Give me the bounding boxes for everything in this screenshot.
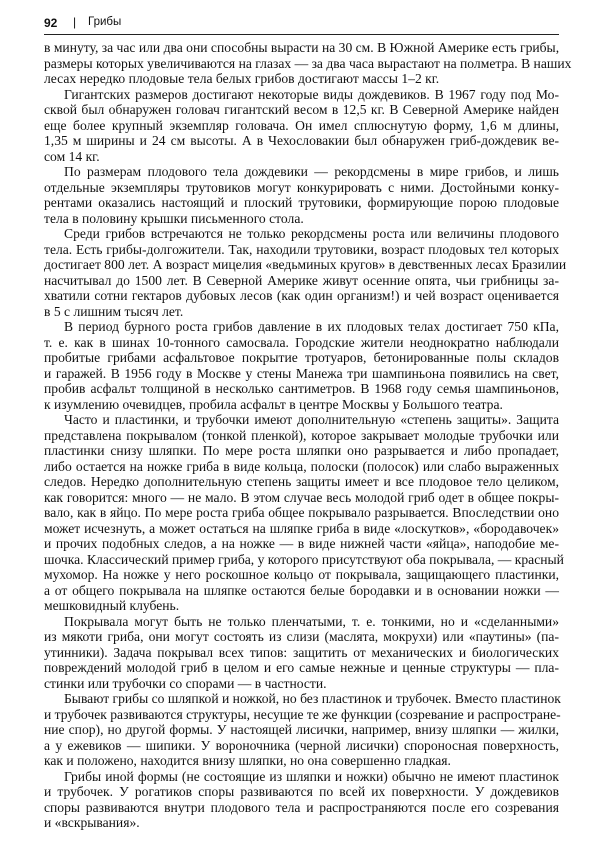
text-line: а от общего покрывала на шляпке остаются белые бородавки и в основании ножки — [44,582,559,598]
text-line: шочка. Классический пример гриба, у которого присутствуют оба покрывала, — красный [44,551,564,567]
text-line: лесах нередко плодовые тела белых грибов достигают массы 1–2 кг. [44,71,440,86]
text-line: в минуту, за час или два они способны вырасти на 30 см. В Южной Америке есть грибы, [44,40,560,55]
text-line: в 5 с лишним тысяч лет. [44,303,184,319]
text-line: Покрывала могут быть не только пленчатыми, т. е. тонкими, но и «сделанными» [64,613,559,629]
text-line: и трубочек. У рогатиков споры развиваются по всей их поверхности. У дождевиков [44,784,559,799]
text-line: следов. Нередко дополнительную степень защиты имеет и все плодовое тело целиком, [44,474,559,489]
running-title: Грибы [88,16,122,28]
text-line: споры развиваются внутри плодового тела и распространяются после его созревания [44,799,559,815]
page-header [44,14,559,35]
paragraph [44,769,559,831]
text-line: вало, как в яйцо. По мере роста гриба общее покрывало разрывается. Впоследствии оно [44,505,559,520]
paragraph [44,614,559,692]
text-line: либо остается на ножке гриба в виде кольца, полоски (полосок) или слабо выраженных [44,458,559,474]
text-line: насчитывал до 1500 лет. В Северной Америке живут осенние опята, чьи грибницы за- [44,272,559,288]
text-line: пластинки снизу шляпки. По мере роста шляпки оно разрывается и либо пропадает, [44,443,559,458]
text-line: повреждений молодой гриб в целом и его самые нежные и ценные структуры — пла- [44,660,559,675]
text-line: представлена покрывалом (тонкой пленкой), которое закрывает молодые трубочки или [44,427,559,443]
paragraph [44,40,572,87]
text-line: и «вскрывания». [44,815,140,830]
text-line: ние спор), но другой формы. У настоящей лисички, например, внизу шляпки — жилки, [44,722,559,737]
text-line: утинники). Задача покрывал всех типов: защитить от механических и биологических [44,644,559,660]
text-line: размеры которых увеличиваются на глазах — за два часа вырастают на полметра. В наших [44,55,572,71]
text-line: сквой был обнаружен головач гигантский весом в 12,5 кг. В Северной Америке найден [44,102,559,117]
text-line: достигает 800 лет. А возраст мицелия «ведьминых кругов» в девственных лесах Бразилии [44,257,567,272]
text-line: мухомор. На ножке у него роскошное кольцо от покрывала, защищающего пластинки, [44,567,559,582]
text-line: а у ежевиков — шипики. У вороночника (черной лисички) спороносная поверхность, [44,737,559,753]
text-line: т. е. как в шинах 10-тонного самосвала. Городские жители неоднократно наблюдали [44,334,559,350]
paragraph [44,226,567,319]
text-line: рентами оказались настоящий и плоский трутовики, формирующие порою плодовые [44,195,559,210]
text-line: как и положено, находится внизу шляпки, но она совершенно гладкая. [44,753,451,768]
text-line: Гигантских размеров достигают некоторые виды дождевиков. В 1967 году под Мо- [64,86,559,102]
text-line: Грибы иной формы (не состоящие из шляпки и ножки) обычно не имеют пластинок [64,768,559,784]
text-line: как говорится: много — не мало. В этом случае весь молодой гриб одет в общее покры- [44,489,559,505]
text-line: из мякоти гриба, они могут состоять из слизи (маслята, мокрухи) или «паутины» (па- [44,629,559,644]
paragraph [44,87,559,165]
paragraph [44,691,559,769]
text-line: 1,35 м ширины и 24 см высоты. А в Чехословакии был обнаружен гриб-дождевик ве- [44,133,559,148]
text-line: и прочих подобных следов, а на ножке — в виде нижней части «яйца», наподобие ме- [44,536,559,551]
text-line: хватили сотни гектаров дубовых лесов (как один организм!) и чей возраст оценивается [44,288,559,303]
page-body-text [44,40,572,831]
text-line: По размерам плодового тела дождевики — рекордсмены в мире грибов, и лишь [64,164,559,179]
paragraph [44,319,559,412]
header-separator: | [73,15,77,29]
text-line: Часто и пластинки, и трубочки имеют дополнительную «степень защиты». Защита [64,412,559,427]
text-line: сом 14 кг. [44,148,100,164]
text-line: тела. Есть грибы-долгожители. Так, находили трутовики, возраст плодовых тел которых [44,241,559,257]
text-line: пробив асфальт толщиной в несколько сантиметров. В 1968 году семья шампиньонов, [44,381,559,396]
text-line: и трубочек развиваются структуры, несущие те же функции (созревание и распростране- [44,706,561,722]
text-line: может исчезнуть, а может остаться на шляпке гриба в виде «лоскутков», «бородавочек» [44,520,559,536]
text-line: В период бурного роста грибов давление в их плодовых телах достигает 750 кПа, [64,319,559,334]
page-number: 92 [44,16,58,30]
text-line: отдельные экземпляры трутовиков могут конкурировать с ними. Достойными конку- [44,179,559,195]
text-line: к изумлению очевидцев, пробила асфальт в центре Москвы у Большого театра. [44,396,503,412]
text-line: Бывают грибы со шляпкой и ножкой, но без пластинок и трубочек. Вместо пластинок [64,691,561,706]
paragraph [44,164,559,226]
text-line: тела в половину крышки письменного стола. [44,210,304,226]
text-line: Среди грибов встречаются не только рекордсмены роста или величины плодового [64,226,559,241]
text-line: и гаражей. В 1956 году в Москве у стены Манежа три шампиньона появились на свет, [44,365,559,381]
paragraph [44,412,564,614]
text-line: стинки или трубочки со спорами — в частности. [44,675,327,691]
text-line: мешковидный клубень. [44,598,180,613]
text-line: пробитые грибами асфальтовое покрытие тротуаров, бетонированные полы складов [44,350,559,365]
text-line: еще более крупный экземпляр головача. Он имел сплюснутую форму, 1,6 м длины, [44,117,559,133]
